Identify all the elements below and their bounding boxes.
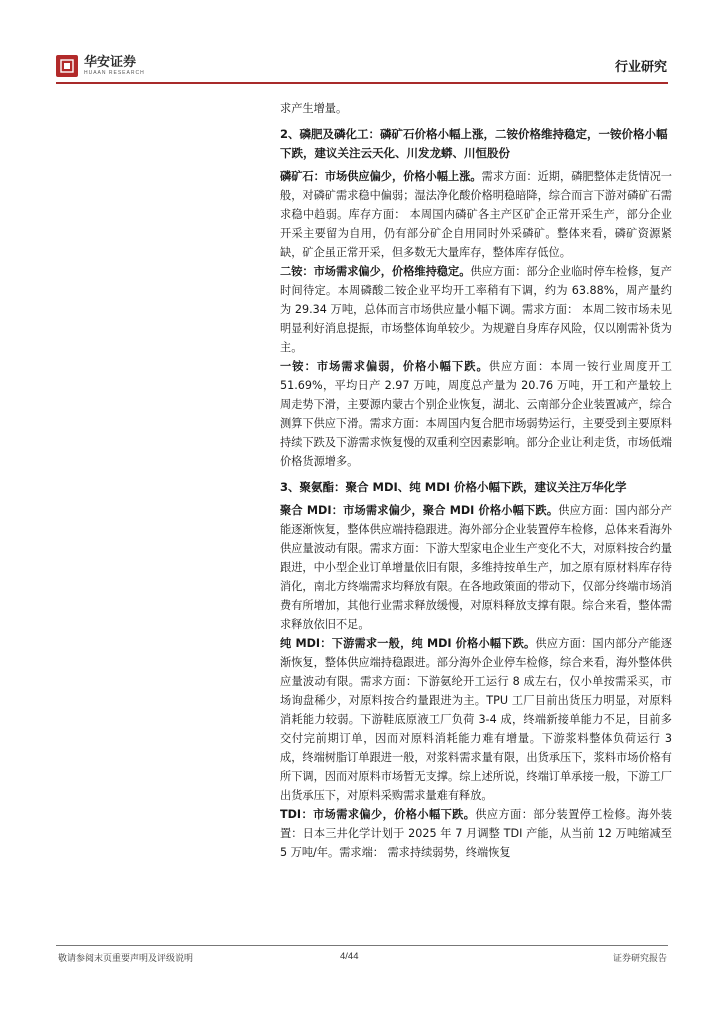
paragraph-heading: 磷矿石：市场供应偏少，价格小幅上涨。 bbox=[280, 170, 482, 183]
report-body bbox=[280, 99, 672, 862]
paragraph-heading: 一铵：市场需求偏弱，价格小幅下跌。 bbox=[280, 360, 489, 373]
paragraph-text: 供应方面：部分企业临时停车检修，复产时间待定。本周磷酸二铵企业平均开工率稍有下调，约为 63.88%，周产量约为 29.34 万吨，总体而言市场供应量小幅下调。需求方面： 本周二铵市场未见明显利好消息提振，市场整体询单较少。为规避自身库存风险，仅以刚需补货为主。 bbox=[280, 265, 672, 354]
intro-text: 求产生增量。 bbox=[280, 102, 348, 115]
paragraph-pure-mdi bbox=[280, 634, 672, 805]
header-divider bbox=[56, 82, 668, 84]
paragraph-text: 供应方面：本周一铵行业周度开工 51.69%，平均日产 2.97 万吨，周度总产量为 20.76 万吨，开工和产量较上周走势下滑，主要源内蒙古个别企业恢复，湖北、云南部分企业装置减产，综合测算下供应下滑。需求方面：本周国内复合肥市场弱势运行，主要受到主要原料持续下跌及下游需求恢复慢的双重利空因素影响。部分企业让利走货，市场低端价格货源增多。 bbox=[280, 360, 672, 468]
paragraph-text: 需求方面：近期，磷肥整体走货情况一般，对磷矿需求稳中偏弱；湿法净化酸价格明稳暗降，综合而言下游对磷矿石需求稳中趋弱。库存方面： 本周国内磷矿各主产区矿企正常开采生产，部分企业开采主要留为自用，仍有部分矿企自用同时外采磷矿。整体来看，磷矿资源紧缺，矿企虽正常开采，但多数无大量库存，整体库存低位。 bbox=[280, 170, 672, 259]
paragraph-text: 供应方面：部分装置停工检修。海外装置：日本三井化学计划于 2025 年 7 月调整 TDI 产能，从当前 12 万吨缩减至 5 万吨/年。需求端： 需求持续弱势，终端恢复 bbox=[280, 808, 672, 859]
paragraph-dap bbox=[280, 262, 672, 357]
footer-divider bbox=[56, 945, 668, 946]
paragraph-heading: 纯 MDI：下游需求一般，纯 MDI 价格小幅下跌。 bbox=[280, 637, 536, 650]
logo-name-en: HUAAN RESEARCH bbox=[84, 70, 145, 76]
section-3-title: 3、聚氨酯：聚合 MDI、纯 MDI 价格小幅下跌，建议关注万华化学 bbox=[280, 480, 627, 494]
section-label: 行业研究 bbox=[614, 60, 667, 75]
page-header bbox=[0, 0, 724, 90]
disclaimer-note: 敬请参阅末页重要声明及评级说明 bbox=[58, 954, 194, 964]
paragraph-heading: 二铵：市场需求偏少，价格维持稳定。 bbox=[280, 265, 471, 278]
logo-name-cn: 华安证券 bbox=[84, 55, 137, 70]
paragraph-heading: 聚合 MDI：市场需求偏少，聚合 MDI 价格小幅下跌。 bbox=[280, 504, 559, 517]
report-type: 证券研究报告 bbox=[612, 954, 667, 964]
paragraph-text: 供应方面：国内部分产能逐渐恢复，整体供应端持稳跟进。部分海外企业停车检修，综合来看，海外整体供应量波动有限。需求方面：下游氨纶开工运行 8 成左右，仅小单按需采买，市场询盘稀少，对原料按合约量跟进为主。TPU 工厂目前出货压力明显，对原料消耗能力较弱。下游鞋底原液工厂负荷 3-4 成，终端新接单能力不足，目前多交付完前期订单，因而对原料消耗能力难有增量。下游浆料整体负荷运行 3 成，终端树脂订单跟进一般，对浆料需求量有限，出货承压下，浆料市场价格有所下调，因而对原料市场暂无支撑。综上述所说，终端订单承接一般，下游工厂出货承压下，对原料采购需求量难有释放。 bbox=[280, 637, 672, 802]
paragraph-polymeric-mdi bbox=[280, 501, 672, 634]
paragraph-text: 供应方面：国内部分产能逐渐恢复，整体供应端持稳跟进。海外部分企业装置停车检修，总体来看海外供应量波动有限。需求方面：下游大型家电企业生产变化不大，对原料按合约量跟进，中小型企业订单增量依旧有限，多维持按单生产，加之原有原材料库存待消化，南北方终端需求均释放有限。在各地政策面的带动下，仅部分终端市场消费有所增加，其他行业需求释放缓慢，对原料释放支撑有限。综合来看，整体需求释放依旧不足。 bbox=[280, 504, 672, 631]
paragraph-tdi bbox=[280, 805, 672, 862]
paragraph-phosphate-rock bbox=[280, 167, 672, 262]
section-2-title: 2、磷肥及磷化工：磷矿石价格小幅上涨，二铵价格维持稳定，一铵价格小幅下跌，建议关注云天化、川发龙蟒、川恒股份 bbox=[280, 127, 668, 160]
company-logo bbox=[56, 55, 145, 77]
seal-icon bbox=[56, 55, 78, 77]
paragraph-heading: TDI：市场需求偏少，价格小幅下跌。 bbox=[280, 808, 476, 821]
page-number: 4/44 bbox=[340, 951, 359, 962]
paragraph-map bbox=[280, 357, 672, 471]
